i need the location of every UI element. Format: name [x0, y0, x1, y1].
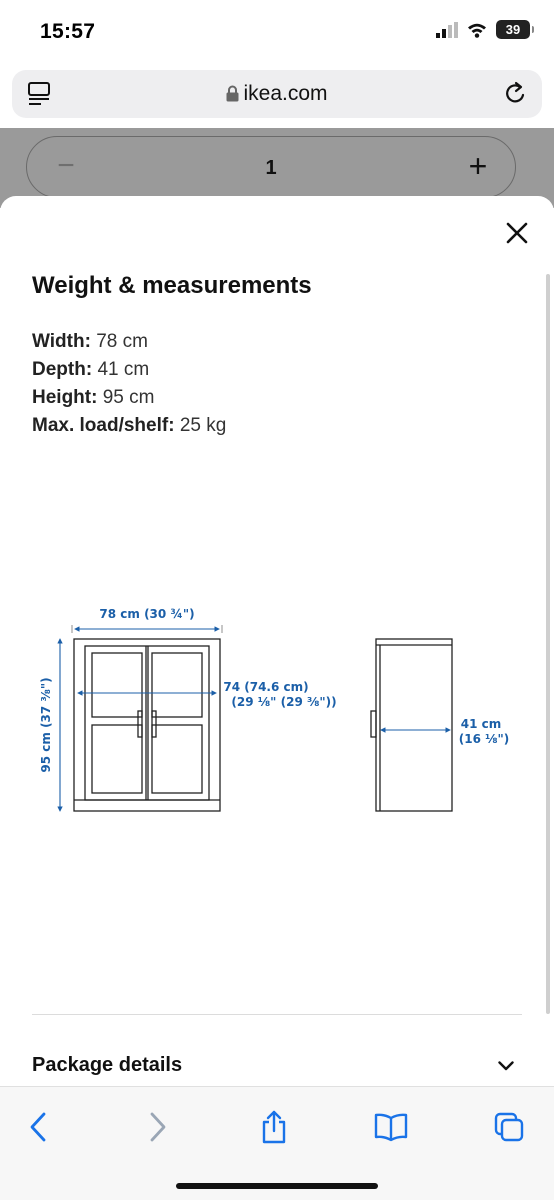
browser-toolbar — [0, 1086, 554, 1200]
decrease-quantity-button: − — [57, 149, 75, 182]
status-icons — [436, 20, 530, 39]
package-details-toggle[interactable] — [32, 1054, 522, 1084]
close-icon[interactable] — [504, 220, 530, 246]
depth-label: 41 cm — [460, 717, 502, 731]
url-bar[interactable] — [12, 70, 542, 118]
package-details-label: Package details — [32, 1054, 183, 1076]
share-button[interactable] — [254, 1109, 294, 1145]
url-text: ikea.com — [243, 82, 328, 105]
reload-icon[interactable] — [504, 81, 528, 107]
side-view — [371, 639, 452, 811]
spec-width — [32, 328, 226, 356]
height-label: 95 cm (37 ⅜") — [39, 677, 53, 773]
back-icon — [29, 1112, 47, 1142]
chevron-down-icon — [498, 1061, 514, 1071]
tabs-button[interactable] — [489, 1109, 529, 1145]
tabs-icon — [493, 1111, 525, 1143]
spec-label: Height: — [32, 387, 98, 408]
wifi-icon — [467, 22, 487, 38]
bookmarks-button[interactable] — [371, 1109, 411, 1145]
quantity-stepper — [26, 136, 516, 198]
spec-depth — [32, 356, 226, 384]
divider — [32, 1014, 522, 1015]
status-bar — [0, 0, 554, 66]
sheet-title: Weight & measurements — [32, 272, 312, 299]
scrollbar[interactable] — [546, 274, 550, 1014]
measurements-sheet — [0, 196, 554, 1086]
spec-max-load — [32, 412, 226, 440]
battery-icon: 39 — [496, 20, 530, 39]
front-width-label: 78 cm (30 ¾") — [99, 607, 195, 621]
lock-icon — [226, 85, 239, 102]
forward-button[interactable] — [138, 1109, 178, 1145]
spec-label: Max. load/shelf: — [32, 415, 175, 436]
spec-value: 78 cm — [96, 331, 148, 352]
spec-height — [32, 384, 226, 412]
spec-value: 95 cm — [102, 387, 155, 408]
dimension-diagram — [30, 601, 530, 831]
front-view — [74, 639, 220, 811]
forward-icon — [149, 1112, 167, 1142]
spec-label: Width: — [32, 331, 91, 352]
spec-list — [32, 328, 226, 440]
signal-icon — [436, 22, 458, 38]
bookmarks-icon — [373, 1112, 409, 1142]
back-button[interactable] — [18, 1109, 58, 1145]
inner-width-label-imperial: (29 ⅛" (29 ⅜")) — [231, 695, 337, 709]
spec-label: Depth: — [32, 359, 93, 380]
spec-value: 41 cm — [97, 359, 150, 380]
url-display[interactable] — [12, 82, 542, 106]
status-time: 15:57 — [40, 20, 96, 43]
share-icon — [259, 1110, 289, 1144]
inner-width-label: 74 (74.6 cm) — [223, 680, 309, 694]
spec-value: 25 kg — [179, 415, 227, 436]
depth-label-imperial: (16 ⅛") — [458, 732, 510, 746]
home-indicator — [176, 1183, 378, 1189]
increase-quantity-button: + — [468, 148, 488, 184]
quantity-value: 1 — [265, 157, 277, 179]
